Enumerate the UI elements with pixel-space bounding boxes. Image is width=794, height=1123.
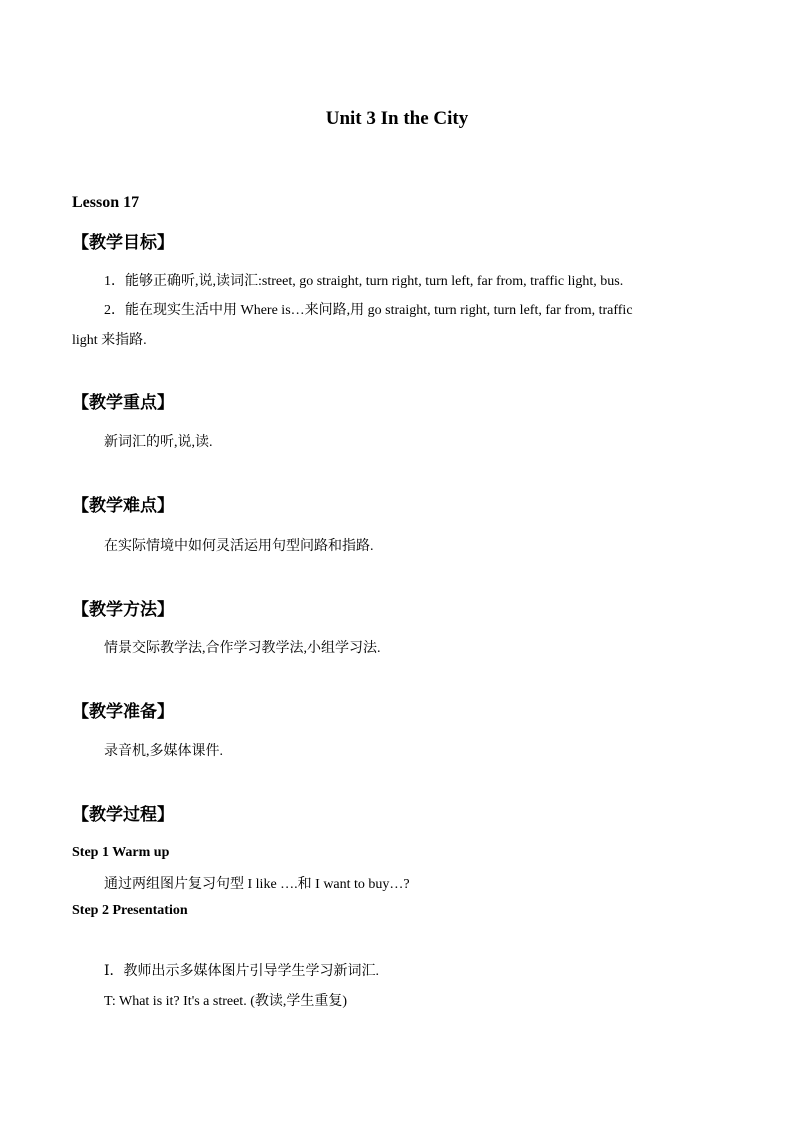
step-2-item-1: Ⅰ．教师出示多媒体图片引导学生学习新词汇. — [104, 964, 380, 979]
objectives-heading: 【教学目标】 — [72, 233, 174, 252]
key-points-heading: 【教学重点】 — [72, 393, 174, 412]
objectives-line-1: 1．能够正确听,说,读词汇:street, go straight, turn right, turn left, far from, traffic light, bus. — [104, 274, 624, 289]
lesson-label: Lesson 17 — [72, 194, 140, 211]
step-1-title: Step 1 Warm up — [72, 845, 170, 860]
objectives-line-2-continued: light 来指路. — [72, 333, 147, 348]
step-2-title: Step 2 Presentation — [72, 903, 188, 918]
key-points-text: 新词汇的听,说,读. — [104, 435, 213, 450]
process-heading: 【教学过程】 — [72, 805, 174, 824]
difficulties-heading: 【教学难点】 — [72, 496, 174, 515]
objectives-line-2: 2．能在现实生活中用 Where is…来问路,用 go straight, turn right, turn left, far from, traffic — [104, 303, 633, 318]
document-title: Unit 3 In the City — [325, 108, 469, 129]
step-1-text: 通过两组图片复习句型 I like ….和 I want to buy…? — [104, 877, 410, 892]
difficulties-text: 在实际情境中如何灵活运用句型问路和指路. — [104, 539, 374, 554]
step-2-item-2: T: What is it? It's a street. (教读,学生重复) — [104, 994, 348, 1009]
methods-text: 情景交际教学法,合作学习教学法,小组学习法. — [104, 641, 381, 656]
preparation-text: 录音机,多媒体课件. — [104, 744, 223, 759]
preparation-heading: 【教学准备】 — [72, 702, 174, 721]
methods-heading: 【教学方法】 — [72, 600, 174, 619]
